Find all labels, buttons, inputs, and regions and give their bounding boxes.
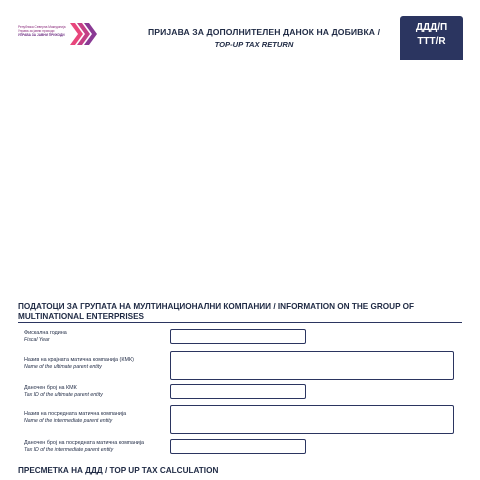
label-en: Name of the intermediate parent entity <box>24 418 113 424</box>
logo <box>18 20 100 48</box>
label-en: Tax ID of the ultimate parent entity <box>24 392 103 398</box>
form-title <box>148 27 381 49</box>
label-mk: Даночен број на КМК <box>24 385 77 391</box>
field-label-ultimate-parent-name <box>24 357 164 371</box>
label-mk: Назив на крајната матична компанија (КМК) <box>24 357 134 363</box>
logo-line-2: Управа за јавни приходи <box>18 29 55 33</box>
form-code-badge <box>400 16 463 60</box>
field-label-fiscal-year <box>24 330 164 344</box>
section-divider <box>18 322 462 323</box>
logo-line-1: Република Северна Македонија <box>18 25 66 29</box>
section-title-group-info: ПОДАТОЦИ ЗА ГРУПАТА НА МУЛТИНАЦИОНАЛНИ КОМПАНИИ / INFORMATION ON THE GROUP OF MULTINATIONAL ENTERPRISES <box>18 302 415 321</box>
label-mk: Фискална година <box>24 330 67 336</box>
form-title-mk: ПРИЈАВА ЗА ДОПОЛНИТЕЛЕН ДАНОК НА ДОБИВКА / <box>148 27 381 37</box>
form-title-en: TOP-UP TAX RETURN <box>214 40 294 49</box>
ultimate-parent-tax-id-input[interactable] <box>170 384 306 399</box>
logo-text <box>18 25 70 37</box>
field-label-ultimate-parent-tax-id <box>24 385 164 399</box>
label-en: Name of the ultimate parent entity <box>24 364 102 370</box>
intermediate-parent-tax-id-input[interactable] <box>170 439 306 454</box>
label-mk: Даночен број на посредната матична компанија <box>24 440 145 446</box>
field-label-intermediate-parent-tax-id <box>24 440 164 454</box>
label-en: Fiscal Year <box>24 337 50 343</box>
fiscal-year-input[interactable] <box>170 329 306 344</box>
section-title-tax-calculation: ПРЕСМЕТКА НА ДДД / TOP UP TAX CALCULATION <box>18 466 219 475</box>
logo-line-3: УПРАВА ЗА ЈАВНИ ПРИХОДИ <box>18 33 65 37</box>
label-en: Tax ID of the intermediate parent entity <box>24 447 114 453</box>
form-code-en: TTT/R <box>417 36 446 47</box>
label-mk: Назив на посредната матична компанија <box>24 411 127 417</box>
form-code-mk: ДДД/П <box>415 22 448 33</box>
intermediate-parent-name-input[interactable] <box>170 405 454 434</box>
field-label-intermediate-parent-name <box>24 411 164 425</box>
logo-chevrons-icon <box>70 20 100 48</box>
ultimate-parent-name-input[interactable] <box>170 351 454 380</box>
